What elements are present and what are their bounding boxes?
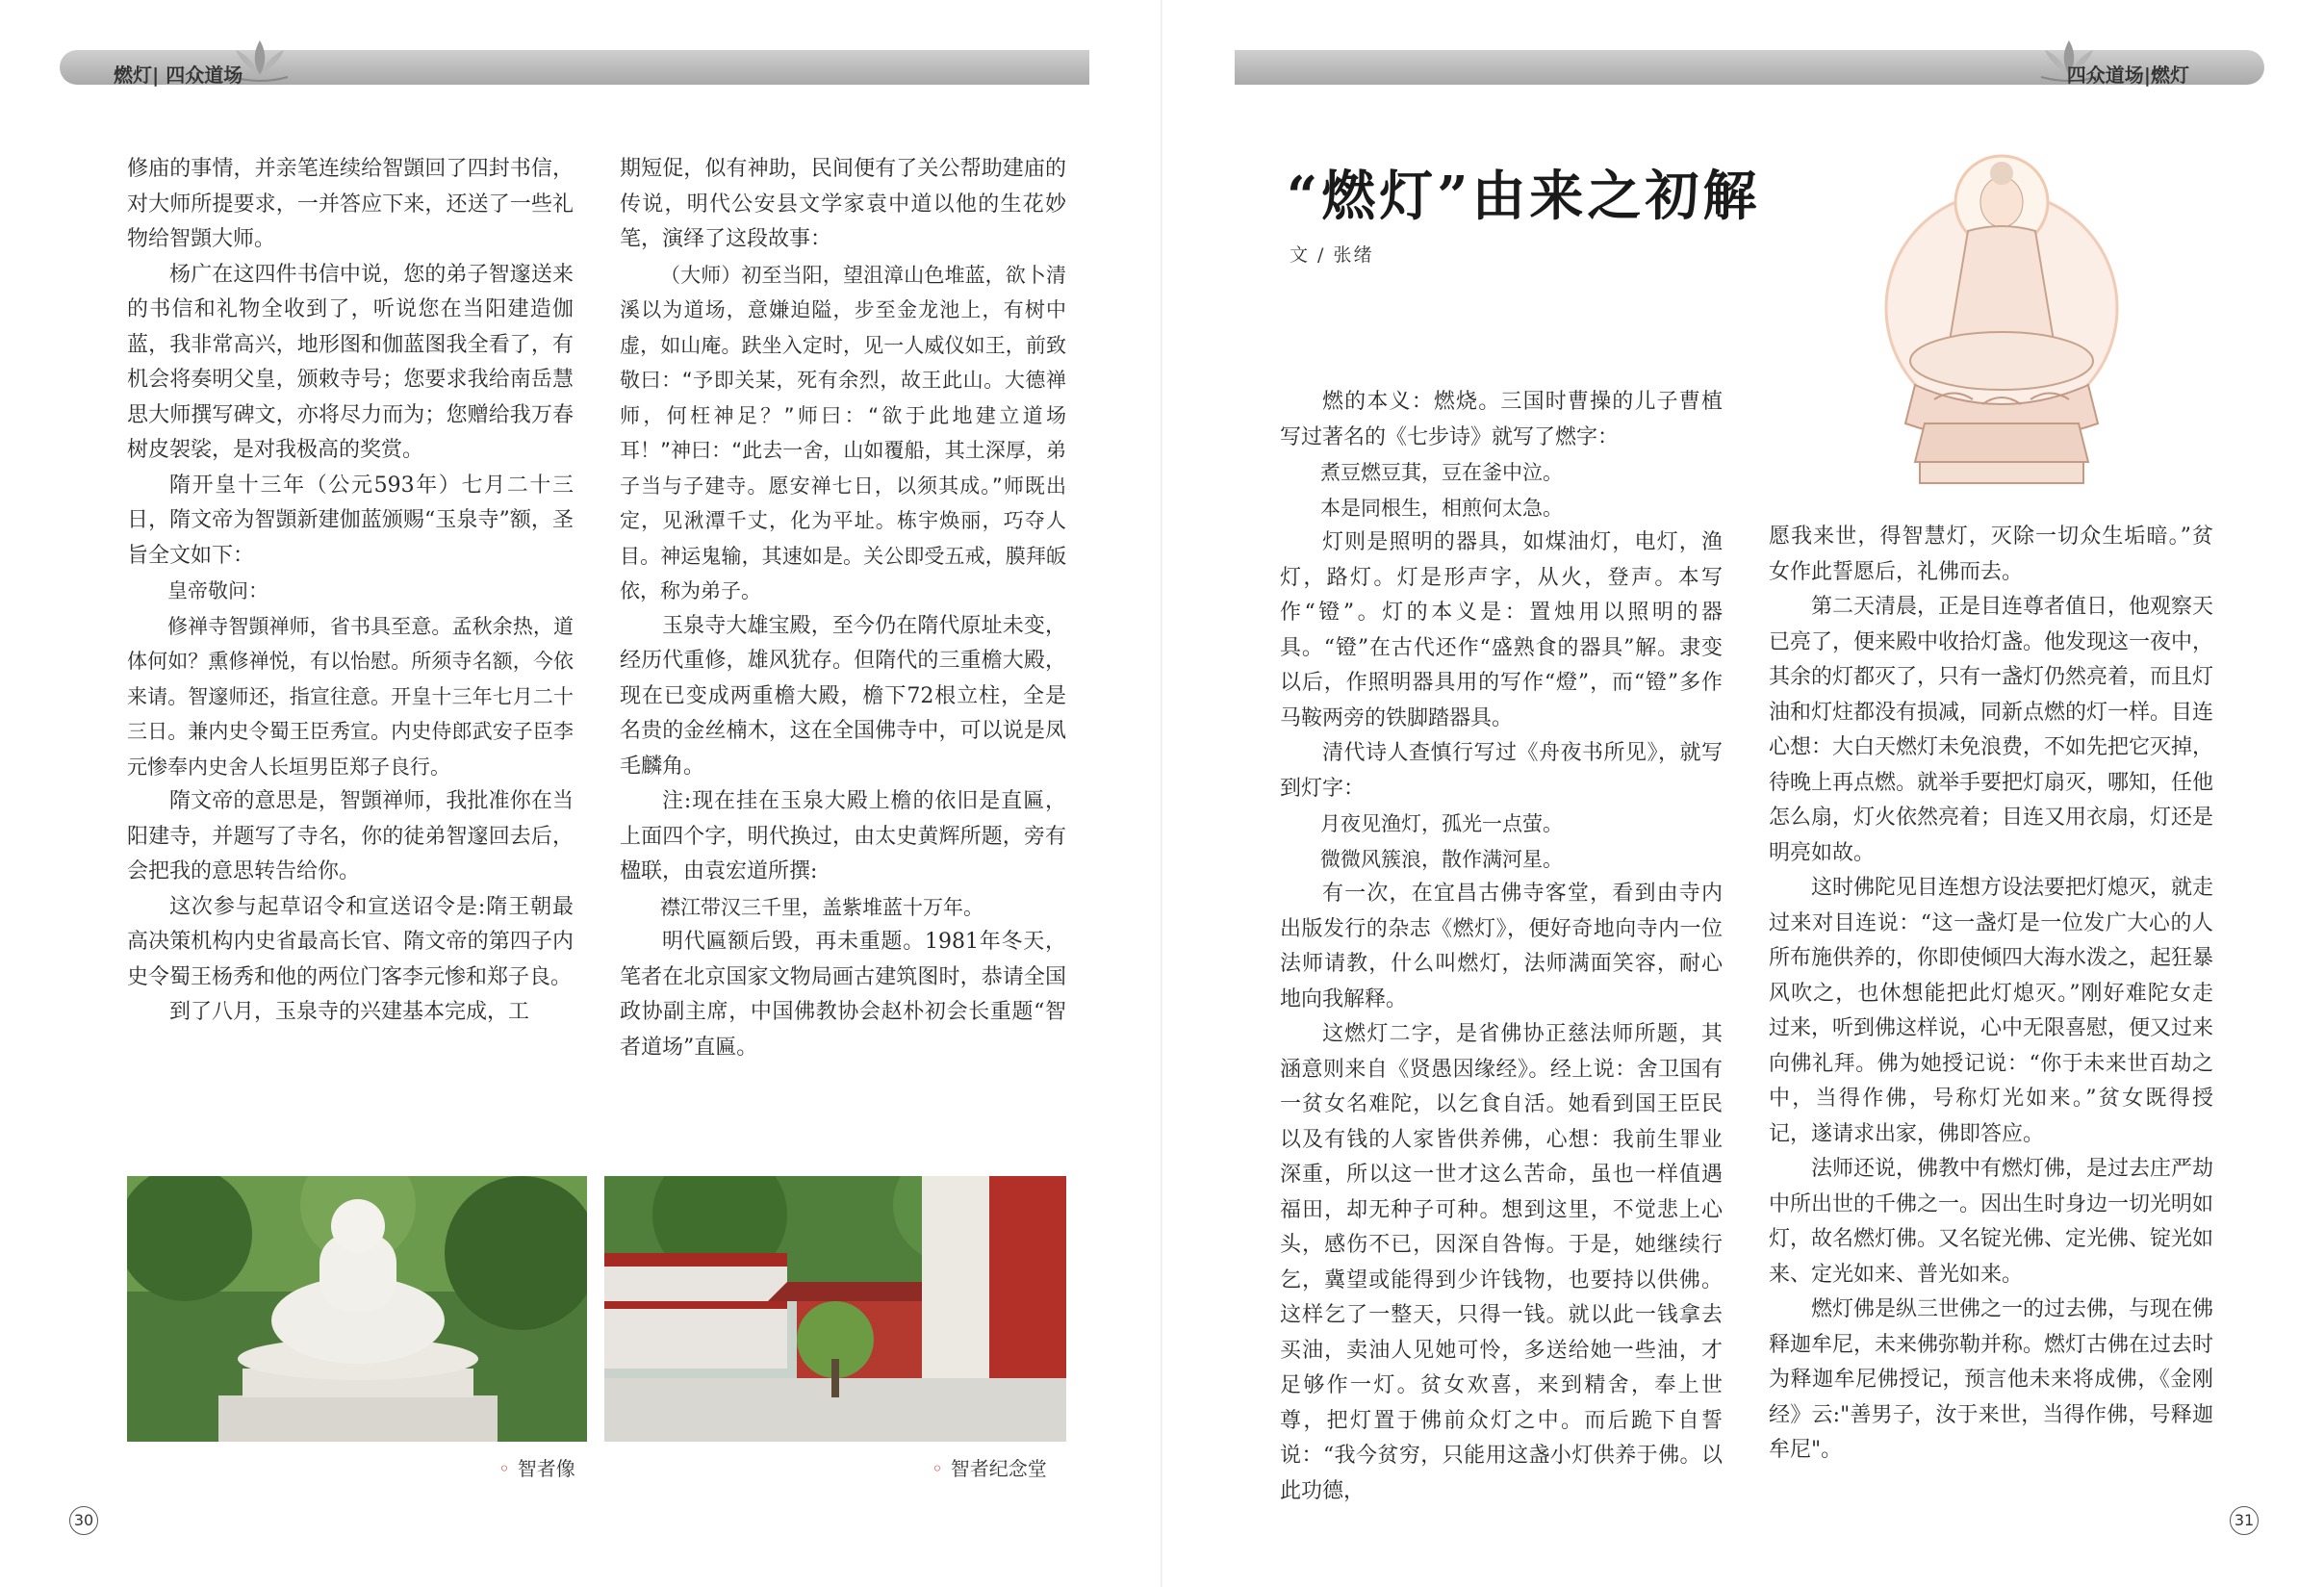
- text-column-3: [1280, 385, 1723, 1509]
- caption-hall: [932, 1453, 1047, 1481]
- paragraph: 修庙的事情，并亲笔连续给智顗回了四封书信，对大师所提要求，一并答应下来，还送了一些礼物给智顗大师。: [127, 157, 574, 251]
- page-number: 31: [2230, 1506, 2259, 1535]
- quote-paragraph: 微微风簇浪，散作满河星。: [1320, 847, 1563, 871]
- paragraph: 法师还说，佛教中有燃灯佛，是过去庄严劫中所出世的千佛之一。因出生时身边一切光明如灯，故名燃灯佛。又名锭光佛、定光佛、锭光如来、定光如来、普光如来。: [1769, 1157, 2214, 1287]
- caption-bullet-icon: ◦: [498, 1457, 510, 1480]
- text-column-2: [620, 152, 1066, 1065]
- caption-hall-text: 智者纪念堂: [950, 1457, 1047, 1480]
- buddha-illustration: [1877, 135, 2127, 496]
- quote-paragraph: 煮豆燃豆萁，豆在釜中泣。: [1320, 461, 1563, 484]
- paragraph: 清代诗人查慎行写过《舟夜书所见》，就写到灯字：: [1280, 741, 1723, 801]
- article-byline: 文 / 张绪: [1290, 244, 1374, 266]
- paragraph: 注:现在挂在玉泉大殿上檐的依旧是直匾，上面四个字，明代换过，由太史黄辉所题，旁有楹联，由袁宏道所撰:: [620, 789, 1066, 883]
- paragraph: 玉泉寺大雄宝殿，至今仍在隋代原址未变，经历代重修，雄风犹存。但隋代的三重檐大殿，现在已变成两重檐大殿，檐下72根立柱，全是名贵的金丝楠木，这在全国佛寺中，可以说是凤毛麟角。: [620, 613, 1066, 779]
- quote-paragraph: 本是同根生，相煎何太急。: [1320, 496, 1563, 520]
- paragraph: 隋开皇十三年（公元593年）七月二十三日，隋文帝为智顗新建伽蓝颁赐“玉泉寺”额，圣旨全文如下：: [127, 473, 574, 568]
- paragraph: 明代匾额后毁，再未重题。1981年冬天，笔者在北京国家文物局画古建筑图时，恭请全国政协副主席，中国佛教协会赵朴初会长重题“智者道场”直匾。: [620, 930, 1066, 1060]
- photo-zhizhe-statue: [127, 1176, 587, 1442]
- text-column-1: [127, 152, 574, 1031]
- page-number: 30: [69, 1506, 98, 1535]
- text-column-4: [1769, 520, 2213, 1469]
- photo-memorial-hall: [604, 1176, 1066, 1442]
- paragraph: 这时佛陀见目连想方设法要把灯熄灭，就走过来对目连说：“这一盏灯是一位发广大心的人所布施供养的，你即使倾四大海水泼之，起狂暴风吹之，也休想能把此灯熄灭。”刚好难陀女走过来，听到佛这样说，心中无限喜慰，便又过来向佛礼拜。佛为她授记说：“你于未来世百劫之中，当得作佛，号称灯光如来。”贫女既得授记，遂请求出家，佛即答应。: [1769, 876, 2214, 1146]
- paragraph: 愿我来世，得智慧灯，灭除一切众生垢暗。”贫女作此誓愿后，礼佛而去。: [1769, 525, 2213, 584]
- caption-statue-text: 智者像: [517, 1457, 575, 1480]
- caption-statue: [498, 1453, 575, 1481]
- quote-paragraph: 皇帝敬问：: [167, 579, 268, 602]
- quote-paragraph: 修禅寺智顗禅师，省书具至意。孟秋余热，道体何如？熏修禅悦，有以怡慰。所须寺名额，今依来请。智邃师还，指宣往意。开皇十三年七月二十三日。兼内史令蜀王臣秀宣。内史侍郎武安子臣李元惨奉内史舍人长垣男臣郑子良行。: [127, 614, 574, 779]
- header-section: 燃灯| 四众道场: [114, 64, 243, 87]
- paragraph: 到了八月，玉泉寺的兴建基本完成，工: [169, 1000, 530, 1024]
- paragraph: 有一次，在宜昌古佛寺客堂，看到由寺内出版发行的杂志《燃灯》，便好奇地向寺内一位法师请教，什么叫燃灯，法师满面笑容，耐心地向我解释。: [1280, 882, 1723, 1011]
- paragraph: 杨广在这四件书信中说，您的弟子智邃送来的书信和礼物全收到了，听说您在当阳建造伽蓝，我非常高兴，地形图和伽蓝图我全看了，有机会将奏明父皇，颁敕寺号；您要求我给南岳慧思大师撰写碑文，亦将尽力而为；您赠给我万春树皮袈裟，是对我极高的奖赏。: [127, 262, 574, 462]
- paragraph: 灯则是照明的器具，如煤油灯，电灯，渔灯，路灯。灯是形声字，从火，登声。本写作“镫”。灯的本义是：置烛用以照明的器具。“镫”在古代还作“盛熟食的器具”解。隶变以后，作照明器具用的写作“燈”，而“镫”多作马鞍两旁的铁脚踏器具。: [1280, 530, 1723, 730]
- quote-paragraph: 襟江带汉三千里，盖紫堆蓝十万年。: [660, 895, 983, 919]
- paragraph: 这燃灯二字，是省佛协正慈法师所题，其涵意则来自《贤愚因缘经》。经上说：舍卫国有一贫女名难陀，以乞食自活。她看到国王臣民以及有钱的人家皆供养佛，心想：我前生罪业深重，所以这一世才这么苦命，虽也一样值遇福田，却无种子可种。想到这里，不觉悲上心头，感伤不已，因深自咎悔。于是，她继续行乞，冀望或能得到少许钱物，也要持以供佛。这样乞了一整天，只得一钱。就以此一钱拿去买油，卖油人见她可怜，多送给她一些油，才足够作一灯。贫女欢喜，来到精舍，奉上世尊，把灯置于佛前众灯之中。而后跪下自誓说：“我今贫穷，只能用这盏小灯供养于佛。以此功德，: [1280, 1022, 1723, 1503]
- quote-paragraph: 月夜见渔灯，孤光一点萤。: [1320, 812, 1563, 835]
- paragraph: 期短促，似有神助，民间便有了关公帮助建庙的传说，明代公安县文学家袁中道以他的生花妙笔，演绎了这段故事：: [620, 157, 1066, 251]
- caption-bullet-icon: ◦: [932, 1457, 943, 1480]
- paragraph: 隋文帝的意思是，智顗禅师，我批准你在当阳建寺，并题写了寺名，你的徒弟智邃回去后，会把我的意思转告给你。: [127, 789, 574, 883]
- paragraph: 燃的本义：燃烧。三国时曹操的儿子曹植写过著名的《七步诗》就写了燃字：: [1280, 390, 1723, 449]
- paragraph: 这次参与起草诏令和宣送诏令是:隋王朝最高决策机构内史省最高长官、隋文帝的第四子内史令蜀王杨秀和他的两位门客李元惨和郑子良。: [127, 894, 574, 989]
- header-section: 四众道场|燃灯: [2066, 64, 2189, 87]
- paragraph: 燃灯佛是纵三世佛之一的过去佛，与现在佛释迦牟尼，未来佛弥勒并称。燃灯古佛在过去时为释迦牟尼佛授记，预言他未来将成佛，《金刚经》云:"善男子，汝于来世，当得作佛，号释迦牟尼"。: [1769, 1297, 2214, 1462]
- paragraph: 第二天清晨，正是目连尊者值日，他观察天已亮了，便来殿中收拾灯盏。他发现这一夜中，其余的灯都灭了，只有一盏灯仍然亮着，而且灯油和灯炷都没有损减，同新点燃的灯一样。目连心想：大白天燃灯未免浪费，不如先把它灭掉，待晚上再点燃。就举手要把灯扇灭，哪知，任他怎么扇，灯火依然亮着；目连又用衣扇，灯还是明亮如故。: [1769, 595, 2214, 865]
- quote-paragraph: （大师）初至当阳，望沮漳山色堆蓝，欲卜清溪以为道场，意嫌迫隘，步至金龙池上，有树中虚，如山庵。趺坐入定时，见一人威仪如王，前致敬曰：“予即关某，死有余烈，故王此山。大德禅师，何枉神足？”师曰：“欲于此地建立道场耳！”神曰：“此去一舍，山如覆船，其土深厚，弟子当与子建寺。愿安禅七日，以须其成。”师既出定，见湫潭千丈，化为平址。栋宇焕丽，巧夺人目。神运鬼输，其速如是。关公即受五戒，膜拜皈依，称为弟子。: [620, 263, 1066, 602]
- article-title: “燃灯”由来之初解: [1287, 165, 1761, 228]
